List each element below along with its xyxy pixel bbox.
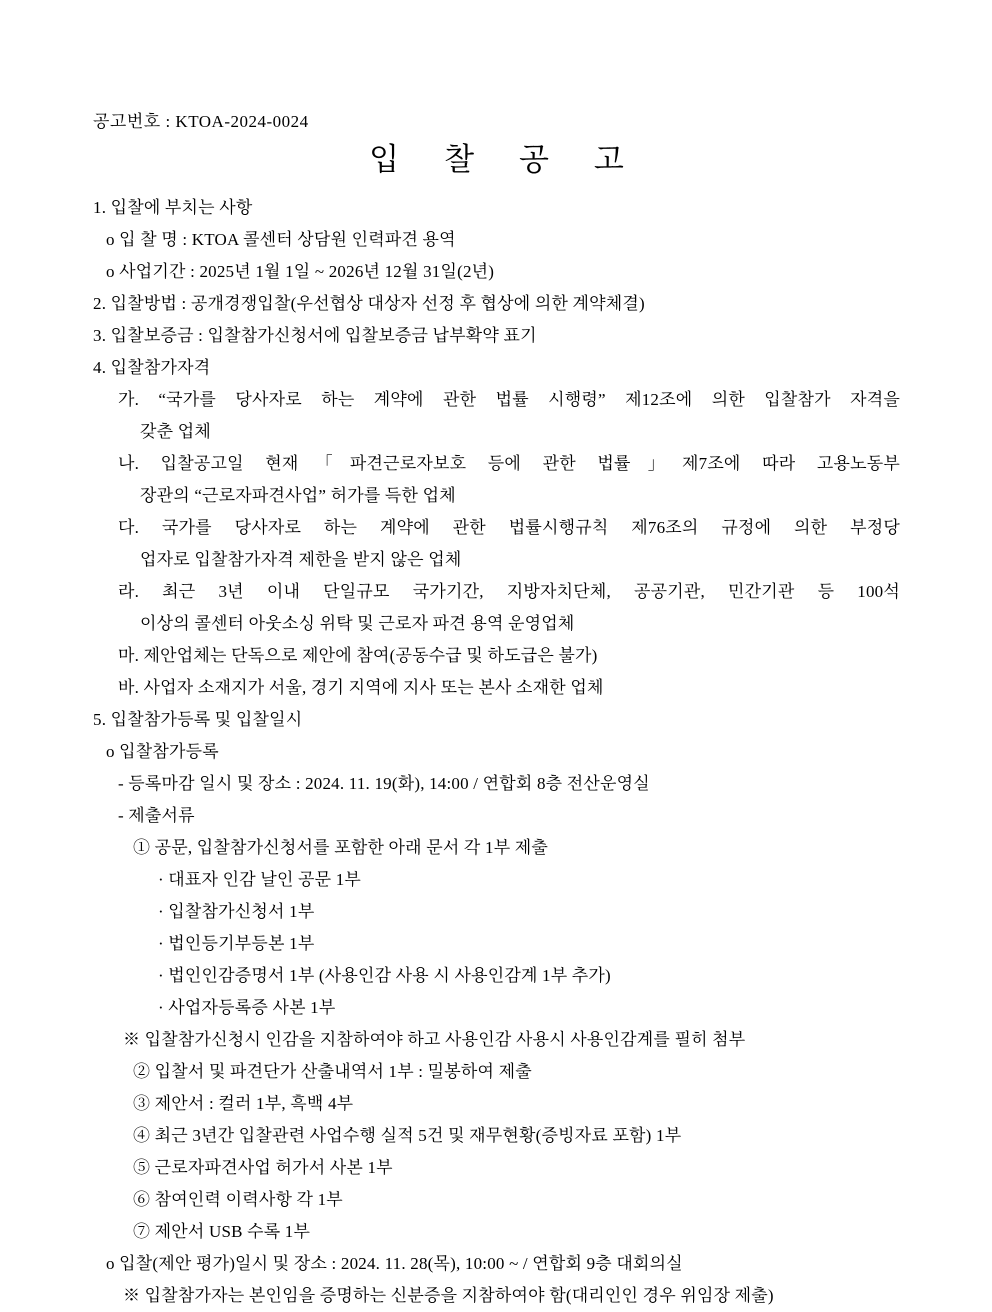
- document-line: ⑦ 제안서 USB 수록 1부: [133, 1222, 311, 1241]
- document-line: 다. 국가를 당사자로 하는 계약에 관한 법률시행규칙 제76조의 규정에 의한 부정당: [118, 518, 900, 537]
- document-line: - 제출서류: [118, 806, 195, 825]
- document-line: 바. 사업자 소재지가 서울, 경기 지역에 지사 또는 본사 소재한 업체: [118, 678, 604, 697]
- document-line: 5. 입찰참가등록 및 입찰일시: [93, 710, 303, 729]
- document-line: · 법인등기부등본 1부: [158, 934, 315, 953]
- document-line: ① 공문, 입찰참가신청서를 포함한 아래 문서 각 1부 제출: [133, 838, 549, 857]
- document-line: 1. 입찰에 부치는 사항: [93, 198, 253, 217]
- document-line: 장관의 “근로자파견사업” 허가를 득한 업체: [140, 486, 456, 505]
- document-line: 나. 입찰공고일 현재「파견근로자보호 등에 관한 법률」제7조에 따라 고용노동부: [118, 454, 900, 473]
- document-line: ※ 입찰참가자는 본인임을 증명하는 신분증을 지참하여야 함(대리인인 경우 위임장 제출): [123, 1286, 774, 1305]
- document-line: ⑤ 근로자파견사업 허가서 사본 1부: [133, 1158, 393, 1177]
- document-line: · 법인인감증명서 1부 (사용인감 사용 시 사용인감계 1부 추가): [158, 966, 611, 985]
- document-line: ※ 입찰참가신청시 인감을 지참하여야 하고 사용인감 사용시 사용인감계를 필히 첨부: [123, 1030, 746, 1049]
- document-line: · 대표자 인감 날인 공문 1부: [158, 870, 362, 889]
- document-line: o 입찰참가등록: [106, 742, 219, 761]
- document-title: 입 찰 공 고: [369, 142, 624, 177]
- document-line: 이상의 콜센터 아웃소싱 위탁 및 근로자 파견 용역 운영업체: [140, 614, 575, 633]
- document-line: o 사업기간 : 2025년 1월 1일 ~ 2026년 12월 31일(2년): [106, 262, 495, 281]
- document-body: [93, 192, 900, 1312]
- document-line: 4. 입찰참가자격: [93, 358, 211, 377]
- notice-number: 공고번호 : KTOA-2024-0024: [93, 112, 309, 131]
- document-line: ③ 제안서 : 컬러 1부, 흑백 4부: [133, 1094, 354, 1113]
- document-line: o 입찰(제안 평가)일시 및 장소 : 2024. 11. 28(목), 10:00 ~ / 연합회 9층 대회의실: [106, 1254, 683, 1273]
- document-line: · 사업자등록증 사본 1부: [158, 998, 336, 1017]
- document-line: 가. “국가를 당사자로 하는 계약에 관한 법률 시행령” 제12조에 의한 입찰참가 자격을: [118, 390, 900, 409]
- document-line: - 등록마감 일시 및 장소 : 2024. 11. 19(화), 14:00 / 연합회 8층 전산운영실: [118, 774, 650, 793]
- document-line: 라. 최근 3년 이내 단일규모 국가기간, 지방자치단체, 공공기관, 민간기관 등 100석: [118, 582, 900, 601]
- document-line: · 입찰참가신청서 1부: [158, 902, 315, 921]
- document-line: o 입 찰 명 : KTOA 콜센터 상담원 인력파견 용역: [106, 230, 456, 249]
- document-line: 업자로 입찰참가자격 제한을 받지 않은 업체: [140, 550, 462, 569]
- document-line: 2. 입찰방법 : 공개경쟁입찰(우선협상 대상자 선정 후 협상에 의한 계약체결): [93, 294, 645, 313]
- document-line: ② 입찰서 및 파견단가 산출내역서 1부 : 밀봉하여 제출: [133, 1062, 532, 1081]
- document-line: 갖춘 업체: [140, 422, 211, 441]
- document-line: 3. 입찰보증금 : 입찰참가신청서에 입찰보증금 납부확약 표기: [93, 326, 537, 345]
- document-line: ⑥ 참여인력 이력사항 각 1부: [133, 1190, 343, 1209]
- document-line: ④ 최근 3년간 입찰관련 사업수행 실적 5건 및 재무현황(증빙자료 포함) 1부: [133, 1126, 682, 1145]
- document-line: 마. 제안업체는 단독으로 제안에 참여(공동수급 및 하도급은 불가): [118, 646, 598, 665]
